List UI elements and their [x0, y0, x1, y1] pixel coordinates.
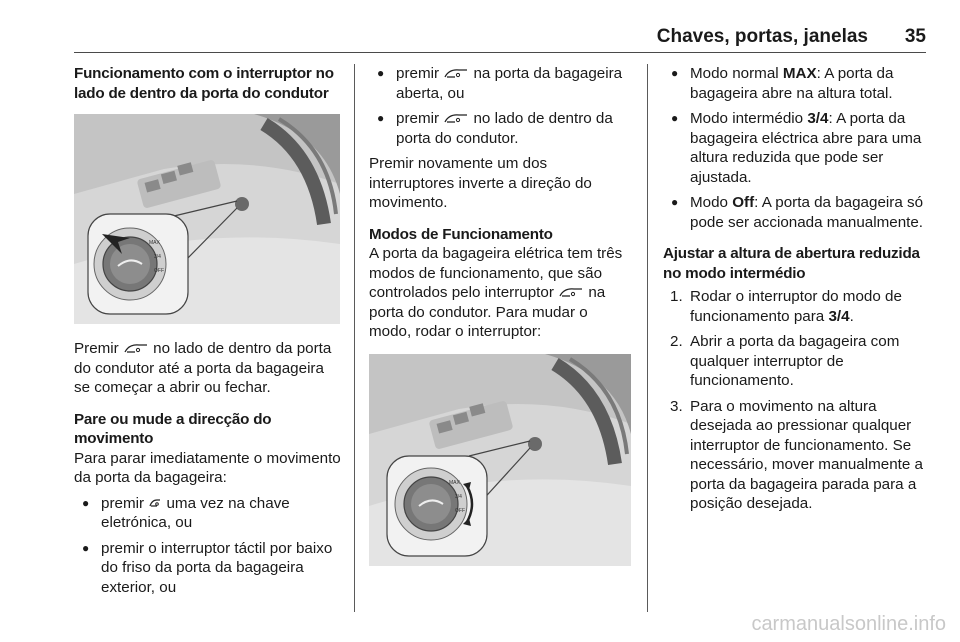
- para-stop: Para parar imediatamente o movimento da porta da bagageira:: [74, 449, 341, 486]
- column-3: [663, 64, 927, 514]
- figure-door-switch: [74, 114, 340, 324]
- column-1: [74, 64, 342, 597]
- heading-adjust-height: Ajustar a altura de abertura reduzida no modo intermédio: [663, 245, 920, 282]
- bullet-key: ● premir uma vez na chave eletrónica, ou: [74, 494, 342, 533]
- bullet-open-door: ● premir na porta da bagageira aberta, ou: [369, 64, 633, 103]
- figure-mode-switch: [369, 354, 631, 566]
- fig1-label-34: 3/4: [154, 254, 161, 260]
- column-divider: [647, 64, 648, 612]
- step-2: 2. Abrir a porta da bagageira com qualquer interruptor de funcionamento.: [670, 333, 900, 389]
- step-1: 1. Rodar o interruptor do modo de funcionamento para 3/4.: [670, 288, 902, 325]
- section-title: Chaves, portas, janelas: [656, 26, 868, 47]
- column-divider: [354, 64, 355, 612]
- door-switch-illustration: [74, 114, 340, 324]
- key-tailgate-icon: [148, 497, 162, 509]
- page-number: 35: [904, 26, 926, 47]
- bullet-mode-off: ● Modo Off: A porta da bagageira só pode ser accionada manualmente.: [663, 193, 927, 232]
- tailgate-icon: [123, 342, 149, 354]
- para-press-switch: Premir no lado de dentro da porta do condutor até a porta da bagageira se começar a abrir ou fechar.: [74, 340, 332, 396]
- fig2-label-34: 3/4: [455, 493, 462, 500]
- para-modes: A porta da bagageira elétrica tem três modos de funcionamento, que são controlados pelo interruptor na porta do condutor. Para mudar o modo, rodar o interruptor:: [369, 245, 623, 340]
- column-2: [369, 64, 633, 566]
- fig2-label-off: OFF: [455, 507, 465, 514]
- fig1-label-off: OFF: [154, 268, 164, 274]
- step-3: 3. Para o movimento na altura desejada ao pressionar qualquer interruptor de funcionamento. Se necessário, mover manualmente a porta da bagageira parada para a posição desejada.: [670, 397, 923, 512]
- heading-modes: Modos de Funcionamento: [369, 225, 553, 243]
- para-reverse: Premir novamente um dos interruptores inverte a direção do movimento.: [369, 155, 592, 211]
- bullet-touch-switch: ● premir o interruptor táctil por baixo do friso da porta da bagageira exterior, ou: [74, 539, 342, 598]
- heading-stop-change: Pare ou mude a direcção do movimento: [74, 410, 272, 447]
- bullet-mode-34: ● Modo intermédio 3/4: A porta da bagageira eléctrica abre para uma altura reduzida que pode ser ajustada.: [663, 109, 927, 187]
- tailgate-icon: [558, 286, 584, 298]
- heading-driver-switch: Funcionamento com o interruptor no lado de dentro da porta do condutor: [74, 65, 334, 102]
- tailgate-icon: [443, 67, 469, 79]
- fig1-label-max: MAX: [149, 240, 160, 246]
- mode-switch-illustration: [369, 354, 631, 566]
- tailgate-icon: [443, 112, 469, 124]
- watermark: carmanualsonline.info: [751, 613, 946, 635]
- bullet-driver-door: ● premir no lado de dentro da porta do condutor.: [369, 109, 633, 148]
- bullet-mode-max: ● Modo normal MAX: A porta da bagageira abre na altura total.: [663, 64, 927, 103]
- fig2-label-max: MAX: [449, 479, 460, 486]
- page-header: [74, 22, 926, 53]
